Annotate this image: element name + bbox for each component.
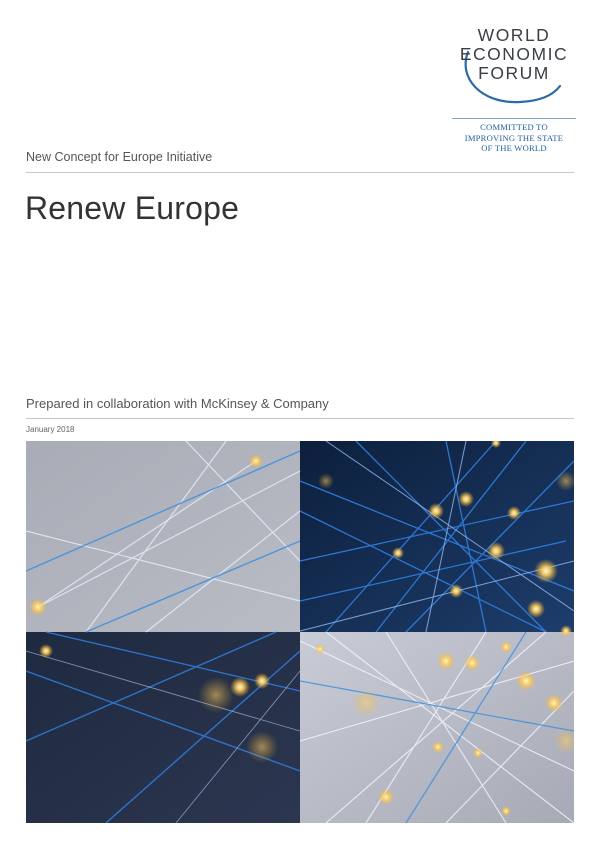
logo-word-economic: ECONOMIC — [459, 44, 569, 64]
prepared-by-text: Prepared in collaboration with McKinsey & Company — [26, 396, 329, 411]
logo-tagline — [444, 122, 584, 154]
logo-word-forum: FORUM — [478, 63, 550, 83]
prepared-divider — [26, 418, 574, 419]
logo-word-world: WORLD — [477, 25, 551, 45]
tagline-line-1: COMMITTED TO — [480, 122, 548, 132]
page-title: Renew Europe — [25, 190, 240, 226]
logo-divider — [452, 118, 576, 119]
cover-network-image — [26, 441, 574, 823]
wef-logo — [444, 22, 584, 154]
publication-date: January 2018 — [26, 425, 75, 434]
tagline-line-2: IMPROVING THE STATE — [464, 132, 564, 143]
header-divider — [26, 172, 574, 173]
tagline-line-3: OF THE WORLD — [481, 143, 547, 153]
initiative-label: New Concept for Europe Initiative — [26, 150, 213, 164]
